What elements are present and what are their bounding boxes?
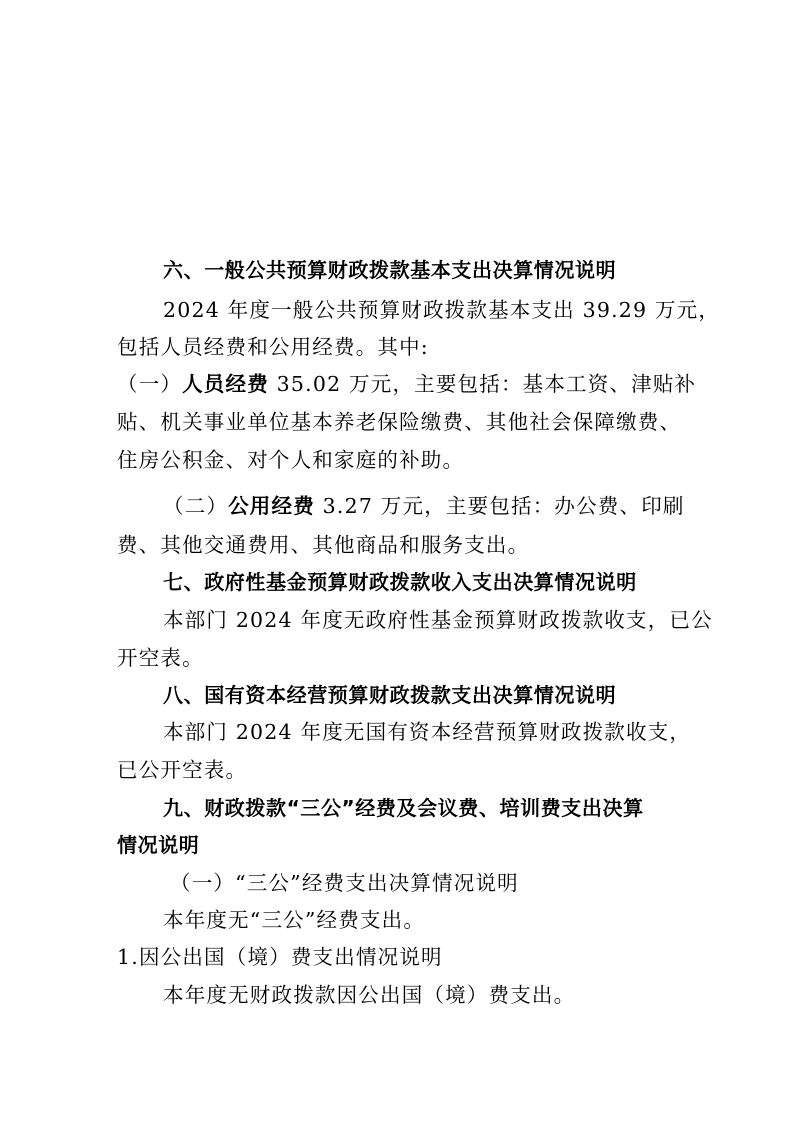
- section-8-paragraph-line: 已公开空表。: [117, 758, 248, 782]
- public-expense-label: 公用经费: [228, 494, 315, 518]
- section-8-heading: 八、国有资本经营预算财政拨款支出决算情况说明: [163, 683, 617, 707]
- personnel-expense-line: 住房公积金、对个人和家庭的补助。: [117, 448, 465, 472]
- item-number: （二）: [163, 494, 229, 518]
- subsection-text: 本年度无“三公”经费支出。: [163, 908, 426, 932]
- personnel-expense-label: 人员经费: [182, 372, 269, 396]
- public-expense-line: [163, 492, 685, 520]
- section-7-heading: 七、政府性基金预算财政拨款收入支出决算情况说明: [163, 570, 637, 594]
- item-number: （一）: [117, 372, 183, 396]
- personnel-expense-line: 贴、机关事业单位基本养老保险缴费、其他社会保障缴费、: [117, 410, 682, 434]
- section-6-paragraph-line: 2024 年度一般公共预算财政拨款基本支出 39.29 万元，: [163, 298, 721, 322]
- item-title: 1.因公出国（境）费支出情况说明: [117, 945, 443, 969]
- section-6-paragraph-line: 包括人员经费和公用经费。其中:: [117, 335, 429, 359]
- public-expense-line: 费、其他交通费用、其他商品和服务支出。: [117, 533, 530, 557]
- public-expense-detail: 3.27 万元，主要包括：办公费、印刷: [314, 494, 685, 518]
- item-text: 本年度无财政拨款因公出国（境）费支出。: [163, 983, 576, 1007]
- subsection-heading: （一）“三公”经费支出决算情况说明: [170, 871, 519, 895]
- personnel-expense-detail: 35.02 万元，主要包括：基本工资、津贴补: [268, 372, 697, 396]
- section-6-heading: 六、一般公共预算财政拨款基本支出决算情况说明: [163, 258, 617, 282]
- personnel-expense-line: [117, 370, 696, 398]
- section-8-paragraph-line: 本部门 2024 年度无国有资本经营预算财政拨款收支，: [163, 720, 692, 744]
- section-7-paragraph-line: 本部门 2024 年度无政府性基金预算财政拨款收支，已公: [163, 608, 713, 632]
- section-9-heading: 九、财政拨款“三公”经费及会议费、培训费支出决算: [163, 796, 644, 820]
- section-9-heading: 情况说明: [117, 833, 200, 857]
- section-7-paragraph-line: 开空表。: [117, 646, 204, 670]
